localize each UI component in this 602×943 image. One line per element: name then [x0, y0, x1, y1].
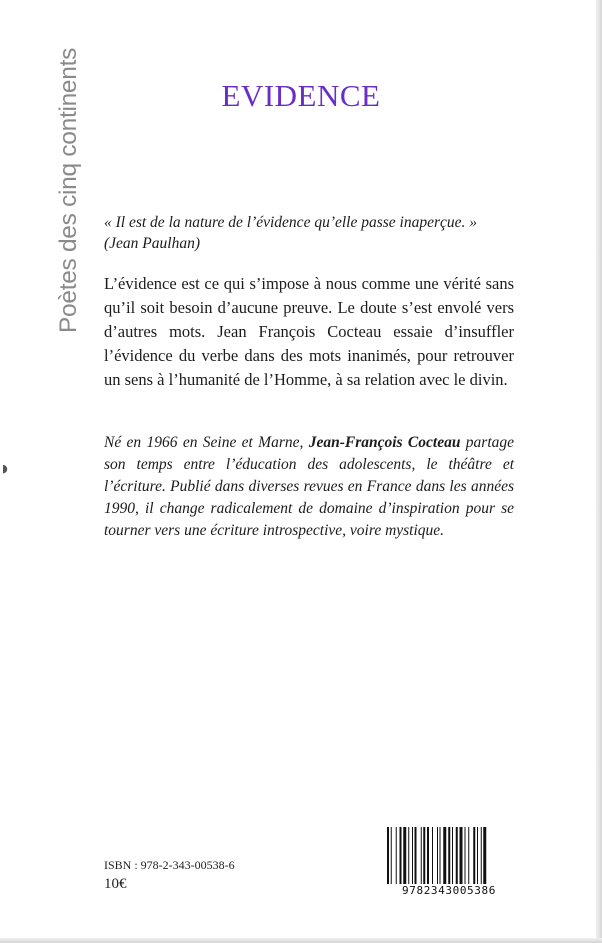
- author-bio: [104, 432, 514, 542]
- series-title: Poètes des cinq continents: [55, 47, 82, 333]
- author-name: Jean-François Cocteau: [308, 434, 461, 451]
- page-edge-right: [596, 0, 602, 943]
- price-label: 10€: [104, 876, 127, 892]
- book-blurb: L’évidence est ce qui s’impose à nous comme une vérité sans qu’il soit besoin d’aucune preuve. Le doute s’est envolé vers d’autres mots. Jean François Cocteau essaie d’insuffler l’évidence du verbe dans des mots inanimés, pour retrouver un sens à l’humanité de l’Homme, à sa relation avec le divin.: [104, 274, 514, 389]
- book-title: EVIDENCE: [221, 78, 381, 113]
- bio-body: partage son temps entre l’éducation des adolescents, le théâtre et l’écriture. Publié dans diverses revues en France dans les années 1990, il change radicalement de domaine d’inspiration pour se tourner vers une écriture introspective, voire mystique.: [104, 434, 514, 539]
- page-edge-bottom: [0, 938, 602, 943]
- bio-intro: Né en 1966 en Seine et Marne,: [104, 434, 304, 451]
- epigraph-text: « Il est de la nature de l’évidence qu’elle passe inaperçue. »: [104, 214, 478, 231]
- epigraph: [104, 212, 524, 254]
- binding-mark-icon: ◗: [2, 462, 8, 475]
- barcode-digits: 9782343005386: [385, 884, 513, 897]
- isbn-label: ISBN : 978-2-343-00538-6: [104, 858, 235, 872]
- epigraph-attribution: (Jean Paulhan): [104, 235, 200, 252]
